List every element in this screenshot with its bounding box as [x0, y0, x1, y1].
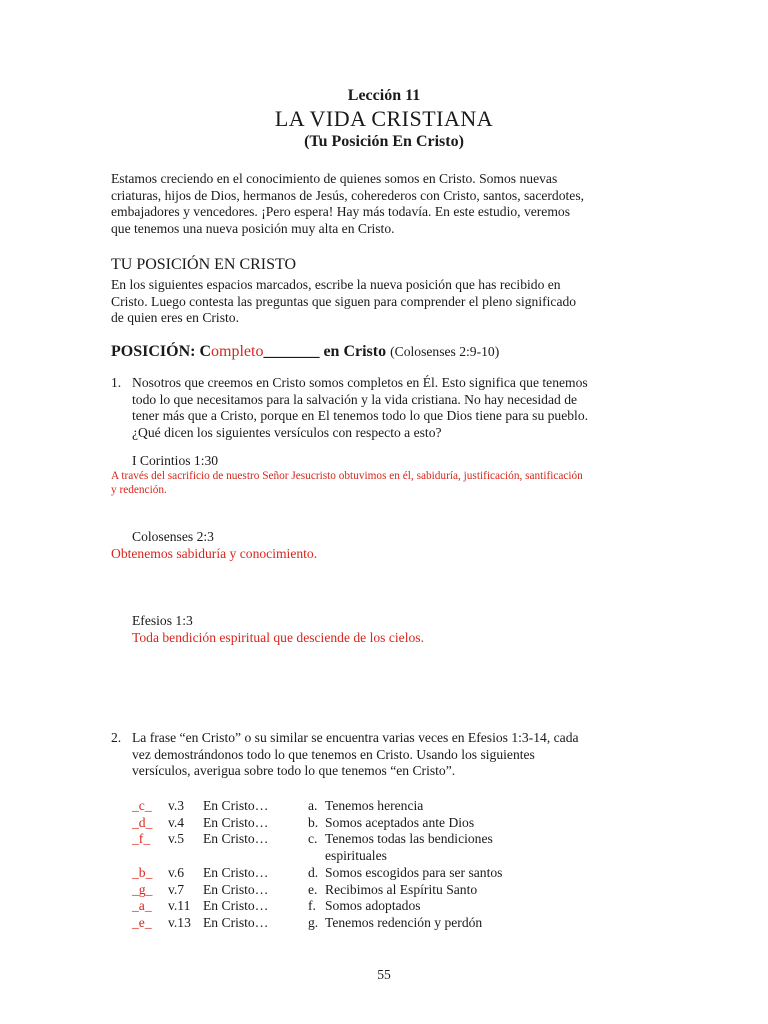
match-verse: v.11 — [168, 898, 191, 914]
instruction-line: En los siguientes espacios marcados, escribe la nueva posición que has recibido en — [111, 277, 561, 292]
position-first-letter: C — [199, 343, 212, 360]
question-1-text — [132, 375, 588, 441]
page-subtitle: (Tu Posición En Cristo) — [304, 133, 464, 150]
intro-line: criaturas, hijos de Dios, hermanos de Jesús, coherederos con Cristo, santos, sacerdotes, — [111, 187, 585, 203]
question-line: todo lo que necesitamos para la salvación y la vida cristiana. No hay necesidad de — [132, 391, 578, 407]
match-option: Somos escogidos para ser santos — [325, 864, 503, 880]
match-option: espirituales — [325, 848, 387, 864]
match-letter: b. — [308, 814, 319, 830]
position-line — [111, 343, 499, 361]
match-verse: v.5 — [168, 831, 185, 847]
question-line: versículos, averigua sobre todo lo que tenemos “en Cristo”. — [132, 763, 456, 779]
verse-reference: Colosenses 2:3 — [132, 529, 214, 544]
match-phrase: En Cristo… — [203, 881, 269, 897]
position-suffix: en Cristo — [319, 343, 391, 360]
match-verse: v.7 — [168, 881, 185, 897]
match-verse: v.4 — [168, 814, 185, 830]
match-answer[interactable]: _d_ — [132, 814, 153, 830]
match-verse: v.13 — [168, 914, 191, 930]
intro-line: que tenemos una nueva posición muy alta en Cristo. — [111, 220, 395, 236]
intro-line: Estamos creciendo en el conocimiento de quienes somos en Cristo. Somos nuevas — [111, 171, 558, 186]
match-option: Tenemos todas las bendiciones — [325, 831, 493, 847]
lesson-number: Lección 11 — [347, 87, 421, 104]
answer-text[interactable] — [111, 469, 583, 497]
answer-text[interactable]: Toda bendición espiritual que desciende de los cielos. — [132, 630, 424, 645]
question-1-number: 1. — [111, 375, 122, 390]
question-line: La frase “en Cristo” o su similar se encuentra varias veces en Efesios 1:3-14, cada — [132, 730, 579, 745]
intro-paragraph — [111, 171, 584, 237]
answer-line: A través del sacrificio de nuestro Señor Jesucristo obtuvimos en él, sabiduría, justificación, santificación — [111, 470, 583, 482]
match-letter: g. — [308, 914, 319, 930]
question-line: tener más que a Cristo, porque en El tenemos todo lo que Dios tiene para su pueblo. — [132, 408, 589, 424]
match-letter: e. — [308, 881, 318, 897]
intro-line: embajadores y vencedores. ¡Pero espera! Hay más todavía. En este estudio, veremos — [111, 204, 571, 220]
question-line: Nosotros que creemos en Cristo somos completos en Él. Esto significa que tenemos — [132, 375, 588, 390]
position-reference: (Colosenses 2:9-10) — [390, 344, 500, 359]
answer-text[interactable]: Obtenemos sabiduría y conocimiento. — [111, 546, 318, 561]
match-answer[interactable]: _a_ — [132, 898, 152, 914]
match-phrase: En Cristo… — [203, 831, 269, 847]
position-label: POSICIÓN: — [111, 343, 200, 360]
match-phrase: En Cristo… — [203, 898, 269, 914]
match-letter: a. — [308, 798, 318, 813]
question-2-number: 2. — [111, 730, 122, 745]
match-option: Somos adoptados — [325, 898, 421, 914]
verse-reference: I Corintios 1:30 — [132, 453, 219, 468]
position-answer[interactable]: ompleto — [211, 343, 264, 360]
match-verse: v.3 — [168, 798, 185, 813]
question-line: vez demostrándonos todo lo que tenemos en Cristo. Usando los siguientes — [132, 746, 535, 762]
answer-line: y redención. — [111, 484, 167, 496]
match-answer[interactable]: _f_ — [132, 831, 151, 847]
position-blank: _______ — [263, 343, 320, 360]
question-2-text — [132, 730, 579, 780]
instruction-line: Cristo. Luego contesta las preguntas que siguen para comprender el pleno significado — [111, 293, 577, 309]
match-answer[interactable]: _e_ — [132, 914, 152, 930]
match-verse: v.6 — [168, 864, 185, 880]
match-answer[interactable]: _g_ — [132, 881, 153, 897]
match-phrase: En Cristo… — [203, 864, 269, 880]
match-answer[interactable]: _c_ — [132, 798, 152, 813]
match-option: Somos aceptados ante Dios — [325, 814, 475, 830]
match-answer[interactable]: _b_ — [132, 864, 153, 880]
question-line: ¿Qué dicen los siguientes versículos con respecto a esto? — [132, 424, 442, 440]
match-option: Tenemos redención y perdón — [325, 914, 483, 930]
match-phrase: En Cristo… — [203, 798, 269, 813]
match-phrase: En Cristo… — [203, 914, 269, 930]
page-number: 55 — [377, 967, 391, 982]
section-heading: TU POSICIÓN EN CRISTO — [111, 256, 297, 273]
instruction-line: de quien eres en Cristo. — [111, 310, 239, 326]
match-option: Recibimos al Espíritu Santo — [325, 881, 478, 897]
verse-reference: Efesios 1:3 — [132, 613, 193, 628]
match-option: Tenemos herencia — [325, 798, 424, 813]
page-title: LA VIDA CRISTIANA — [274, 106, 494, 131]
section-instructions — [111, 277, 576, 327]
match-phrase: En Cristo… — [203, 814, 269, 830]
match-letter: c. — [308, 831, 318, 847]
match-letter: f. — [308, 898, 316, 914]
match-letter: d. — [308, 864, 319, 880]
